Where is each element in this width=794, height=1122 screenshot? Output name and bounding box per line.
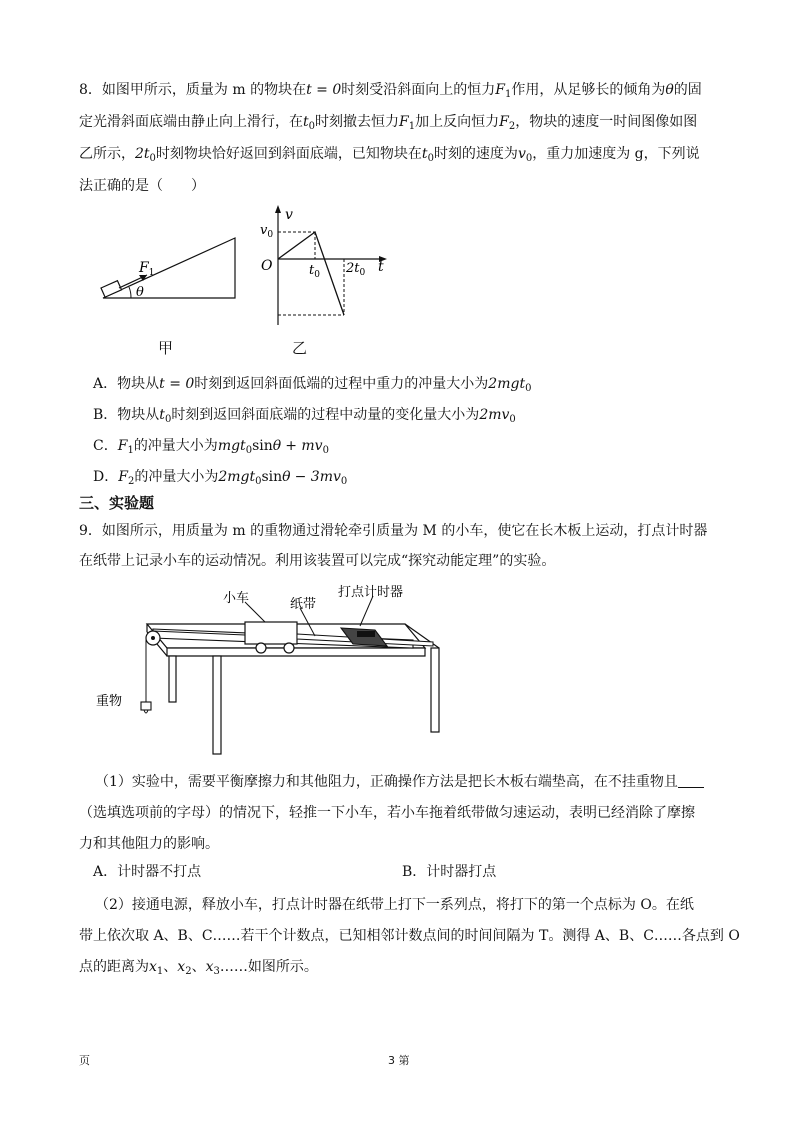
label-tape: 纸带	[290, 597, 317, 612]
q8-line2: 定光滑斜面底端由静止向上滑行，在$t_0$时刻撤去恒力$F_1$加上反向恒力$F_2$，物块的速度一时间图像如图	[79, 114, 698, 132]
label-origin: O	[261, 258, 273, 274]
q9-part1-line2: （选填选项前的字母）的情况下，轻推一下小车，若小车拖着纸带做匀速运动，表明已经消除了摩擦	[79, 805, 695, 821]
block	[101, 281, 122, 297]
caption-jia: 甲	[158, 339, 174, 357]
label-t0: $t_0$	[309, 263, 320, 280]
q9-part1-line3: 力和其他阻力的影响。	[79, 836, 219, 852]
figure-jia-incline	[95, 230, 245, 310]
q9-line2: 在纸带上记录小车的运动情况。利用该装置可以完成“探究动能定理”的实验。	[79, 553, 556, 569]
q8-option-d: D．$F_2$的冲量大小为$2mgt_0\sin\theta - 3mv_0$	[93, 469, 348, 487]
label-v0: $v_0$	[260, 223, 274, 240]
incline-triangle	[103, 238, 235, 298]
q8-option-c: C．$F_1$的冲量大小为$mgt_0\sin\theta + mv_0$	[93, 438, 329, 456]
label-weight: 重物	[96, 694, 123, 709]
angle-arc	[129, 287, 131, 298]
q8-option-a: A．物块从t = 0时刻到返回斜面低端的过程中重力的冲量大小为2mgt$_0$	[93, 376, 532, 394]
q9-option-b: B．计时器打点	[402, 864, 497, 880]
weight	[141, 702, 151, 710]
q8-line4: 法正确的是（ ）	[79, 178, 205, 194]
math-t-eq-0: t = 0	[306, 82, 342, 98]
footer-left: 页	[79, 1054, 90, 1067]
answer-blank[interactable]	[678, 773, 704, 788]
q9-option-a: A．计时器不打点	[93, 864, 202, 880]
label-timer: 打点计时器	[338, 585, 404, 600]
table-edge	[167, 648, 425, 656]
q8-option-b: B．物块从$t_0$时刻到返回斜面底端的过程中动量的变化量大小为$2mv_0$	[93, 407, 516, 425]
q9-part1-line1: （1）实验中，需要平衡摩擦力和其他阻力，正确操作方法是把长木板右端垫高，在不挂重物且	[95, 772, 704, 792]
section-title: 三、实验题	[79, 494, 155, 512]
footer-page-number: 3 第	[388, 1054, 410, 1067]
label-2t0: $2t_0$	[346, 261, 366, 278]
q9-line1: 9．如图所示，用质量为 m 的重物通过滑轮牵引质量为 M 的小车，使它在长木板上运动，打点计时器	[79, 523, 708, 539]
label-theta: θ	[136, 285, 144, 300]
figure-yi-vt-graph	[255, 203, 395, 328]
q9-part2-line2: 带上依次取 A、B、C……若干个计数点，已知相邻计数点间的时间间隔为 T。测得 A、B、C……各点到 O	[79, 928, 740, 944]
table-leg	[213, 656, 221, 754]
q9-part2-line1: （2）接通电源，释放小车，打点计时器在纸带上打下一系列点，将打下的第一个点标为 O。在纸	[95, 897, 694, 913]
table-leg	[431, 648, 439, 732]
q9-part2-line3: 点的距离为$x_1$、$x_2$、$x_3\dots\dots$如图所示。	[79, 959, 318, 977]
q8-line3: 乙所示，$2t_0$时刻物块恰好返回到斜面底端，已知物块在$t_0$时刻的速度为$v_0$，重力加速度为 g，下列说	[79, 146, 700, 164]
label-v: v	[285, 207, 293, 223]
car	[245, 622, 297, 644]
car-wheel	[256, 643, 266, 653]
table-leg	[169, 656, 176, 702]
label-car: 小车	[223, 591, 250, 606]
figure-experiment-setup	[95, 582, 445, 757]
car-wheel	[284, 643, 294, 653]
label-f1: $F_1$	[139, 260, 155, 278]
caption-yi: 乙	[292, 339, 308, 357]
v-axis-arrow	[275, 205, 281, 213]
label-t: t	[378, 259, 384, 275]
q8-line1: 8．如图甲所示，质量为 m 的物块在t = 0时刻受沿斜面向上的恒力$F_1$作用，从足够长的倾角为θ的固	[79, 82, 702, 100]
